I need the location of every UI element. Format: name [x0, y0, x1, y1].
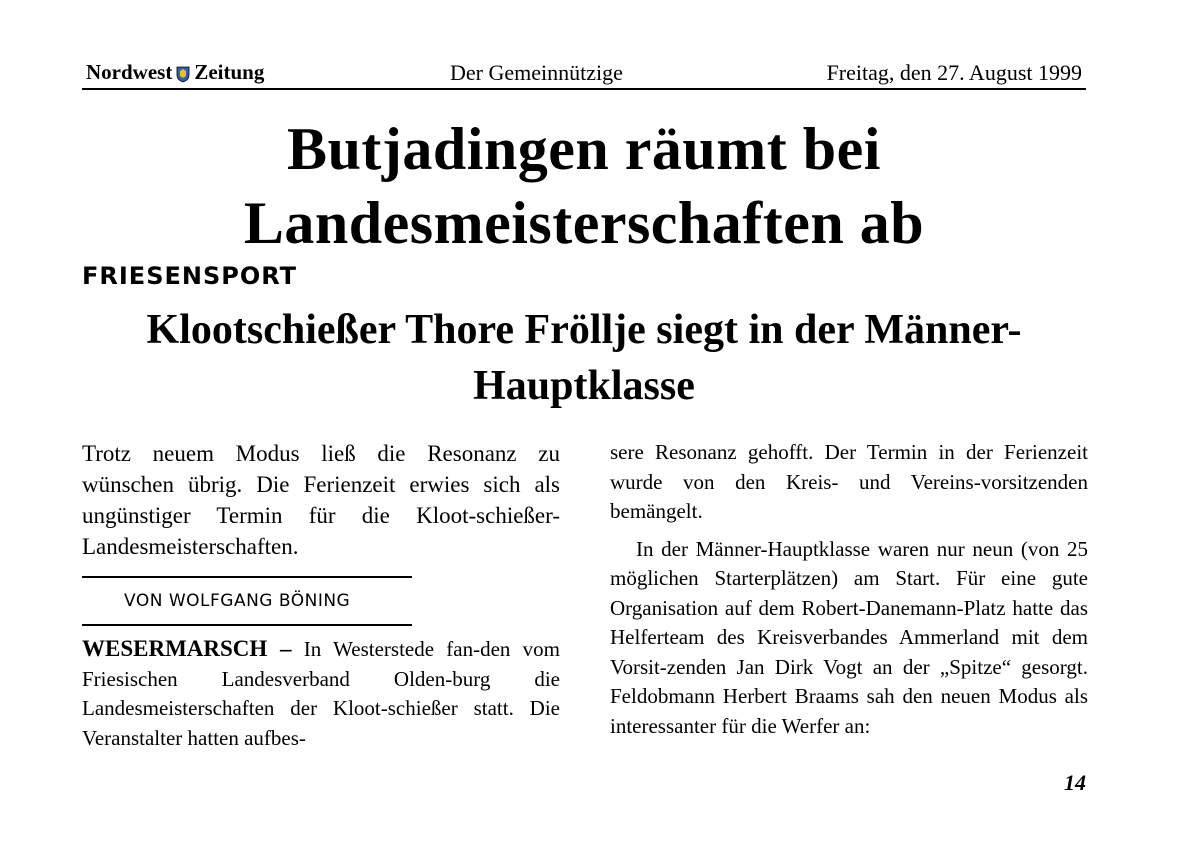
section-title: Der Gemeinnützige — [450, 60, 623, 85]
byline-rule-bottom — [82, 624, 412, 626]
subheadline: Klootschießer Thore Fröllje siegt in der Männer-Hauptklasse — [146, 307, 1022, 409]
newspaper-name-part2: Zeitung — [194, 60, 265, 84]
crest-icon — [176, 64, 190, 81]
dateline: WESERMARSCH – — [82, 636, 292, 661]
masthead — [82, 58, 1086, 90]
newspaper-name — [86, 60, 264, 85]
body-column-left — [82, 634, 560, 753]
byline: VON WOLFGANG BÖNING — [124, 591, 351, 611]
page-number: 14 — [1064, 770, 1086, 795]
body-paragraph — [82, 634, 560, 753]
body-paragraph: In der Männer-Hauptklasse waren nur neun (von 25 möglichen Starterplätzen) am Start. Für eine gute Organisation auf dem Robert-Danemann-Platz hatte das Helferteam des Kreisverbandes Ammerland mit dem Vorsit-zenden Jan Dirk Vogt an der „Spitze“ gesorgt. Feldobmann Herbert Braams sah den neuen Modus als interessanter für die Werfer an: — [610, 536, 1088, 738]
kicker: FRIESENSPORT — [82, 262, 298, 290]
body-paragraph-continued: sere Resonanz gehofft. Der Termin in der Ferienzeit wurde von den Kreis- und Vereins-vorsitzenden bemängelt. — [610, 440, 1088, 523]
body-column-right — [610, 438, 1088, 741]
lead-paragraph: Trotz neuem Modus ließ die Resonanz zu wünschen übrig. Die Ferienzeit erwies sich als ungünstiger Termin für die Kloot-schießer-Landesmeisterschaften. — [82, 441, 560, 559]
newspaper-name-part1: Nordwest — [86, 60, 173, 84]
body-text-left: In Westerstede fan-den vom Friesischen Landesverband Olden-burg die Landesmeisterschaften der Kloot-schießer statt. Die Veranstalter hatten aufbes- — [82, 637, 560, 750]
byline-rule-top — [82, 576, 412, 578]
issue-date: Freitag, den 27. August 1999 — [826, 60, 1082, 85]
headline: Butjadingen räumt bei Landesmeisterschaften ab — [243, 116, 925, 256]
